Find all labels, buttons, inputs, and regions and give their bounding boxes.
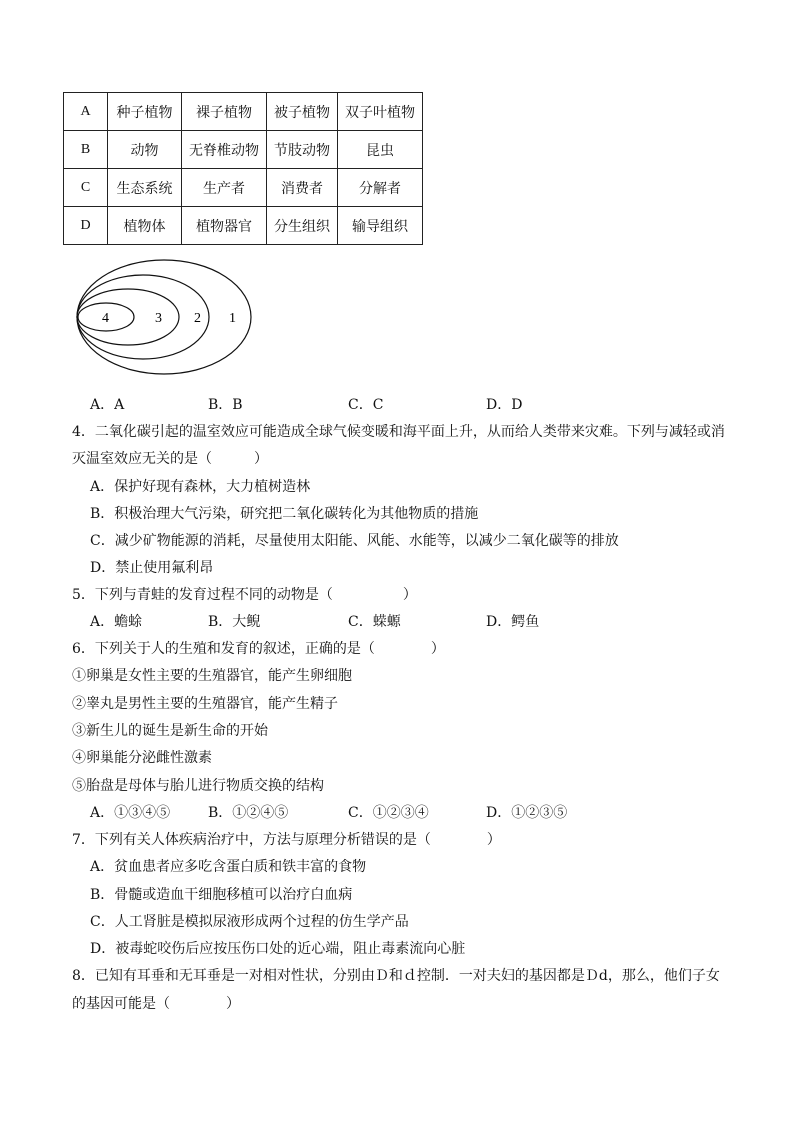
table-cell: 双子叶植物	[338, 93, 423, 131]
q4-option-b[interactable]: B．积极治理大气污染，研究把二氧化碳转化为其他物质的措施	[90, 506, 479, 522]
table-cell: 分生组织	[267, 207, 338, 245]
ellipse-2	[77, 275, 209, 359]
q3-choice-c[interactable]: C．C	[348, 397, 384, 413]
q8-stem-line2: 的基因可能是（ ）	[72, 996, 240, 1012]
q7-option-b[interactable]: B．骨髓或造血干细胞移植可以治疗白血病	[90, 887, 353, 903]
q6-choice-a[interactable]: A．①③④⑤	[90, 805, 171, 821]
q7-option-d[interactable]: D．被毒蛇咬伤后应按压伤口处的近心端，阻止毒素流向心脏	[90, 941, 466, 957]
table-row-letter: C	[64, 169, 108, 207]
table-cell: 节肢动物	[267, 131, 338, 169]
q5-choice-a[interactable]: A．蟾蜍	[90, 614, 143, 630]
q3-choice-d[interactable]: D．D	[486, 397, 523, 413]
q7-option-c[interactable]: C．人工肾脏是模拟尿液形成两个过程的仿生学产品	[90, 914, 409, 930]
q4-stem-line1: 4．二氧化碳引起的温室效应可能造成全球气候变暖和海平面上升，从而给人类带来灾难。下列与减轻或消	[72, 424, 725, 440]
ellipse-label-2: 2	[194, 311, 201, 326]
table-cell: 分解者	[338, 169, 423, 207]
table-cell: 输导组织	[338, 207, 423, 245]
q6-item-5: ⑤胎盘是母体与胎儿进行物质交换的结构	[72, 778, 324, 794]
table-cell: 动物	[108, 131, 182, 169]
table-cell: 消费者	[267, 169, 338, 207]
q5-choice-d[interactable]: D．鳄鱼	[486, 614, 540, 630]
table-row-letter: D	[64, 207, 108, 245]
q4-option-d[interactable]: D．禁止使用氟利昂	[90, 560, 214, 576]
table-cell: 生产者	[182, 169, 267, 207]
q5-choice-c[interactable]: C．蝾螈	[348, 614, 401, 630]
table-cell: 生态系统	[108, 169, 182, 207]
table-row-letter: A	[64, 93, 108, 131]
q7-stem: 7．下列有关人体疾病治疗中，方法与原理分析错误的是（ ）	[72, 832, 501, 848]
table-row	[64, 207, 423, 245]
q6-item-3: ③新生儿的诞生是新生命的开始	[72, 723, 268, 739]
q6-item-1: ①卵巢是女性主要的生殖器官，能产生卵细胞	[72, 668, 352, 684]
table-cell: 植物体	[108, 207, 182, 245]
q6-choice-d[interactable]: D．①②③⑤	[486, 805, 568, 821]
q7-option-a[interactable]: A．贫血患者应多吃含蛋白质和铁丰富的食物	[90, 859, 367, 875]
table-cell: 昆虫	[338, 131, 423, 169]
table-row	[64, 131, 423, 169]
q6-choice-c[interactable]: C．①②③④	[348, 805, 429, 821]
ellipse-label-4: 4	[102, 311, 109, 326]
table-cell: 无脊椎动物	[182, 131, 267, 169]
q5-stem: 5．下列与青蛙的发育过程不同的动物是（ ）	[72, 587, 417, 603]
q3-choice-b[interactable]: B．B	[208, 397, 243, 413]
q6-item-2: ②睾丸是男性主要的生殖器官，能产生精子	[72, 696, 338, 712]
options-table	[63, 92, 423, 245]
table-cell: 种子植物	[108, 93, 182, 131]
table-cell: 被子植物	[267, 93, 338, 131]
ellipse-3	[77, 289, 179, 345]
table-row	[64, 169, 423, 207]
table-cell: 裸子植物	[182, 93, 267, 131]
q4-stem-line2: 灭温室效应无关的是（ ）	[72, 451, 268, 467]
table-cell: 植物器官	[182, 207, 267, 245]
q6-stem: 6．下列关于人的生殖和发育的叙述，正确的是（ ）	[72, 641, 445, 657]
q6-item-4: ④卵巢能分泌雌性激素	[72, 750, 212, 766]
ellipse-label-3: 3	[155, 311, 162, 326]
ellipse-label-1: 1	[229, 311, 236, 326]
q4-option-c[interactable]: C．减少矿物能源的消耗，尽量使用太阳能、风能、水能等，以减少二氧化碳等的排放	[90, 533, 619, 549]
q8-stem-line1: 8．已知有耳垂和无耳垂是一对相对性状，分别由Ｄ和ｄ控制．一对夫妇的基因都是Ｄd，那么，他们子女	[72, 968, 720, 984]
q3-choice-a[interactable]: A．A	[90, 397, 125, 413]
table-row-letter: B	[64, 131, 108, 169]
q6-choice-b[interactable]: B．①②④⑤	[208, 805, 289, 821]
nested-ellipse-diagram	[76, 257, 256, 382]
q5-choice-b[interactable]: B．大鲵	[208, 614, 261, 630]
q4-option-a[interactable]: A．保护好现有森林，大力植树造林	[90, 479, 311, 495]
table-row	[64, 93, 423, 131]
